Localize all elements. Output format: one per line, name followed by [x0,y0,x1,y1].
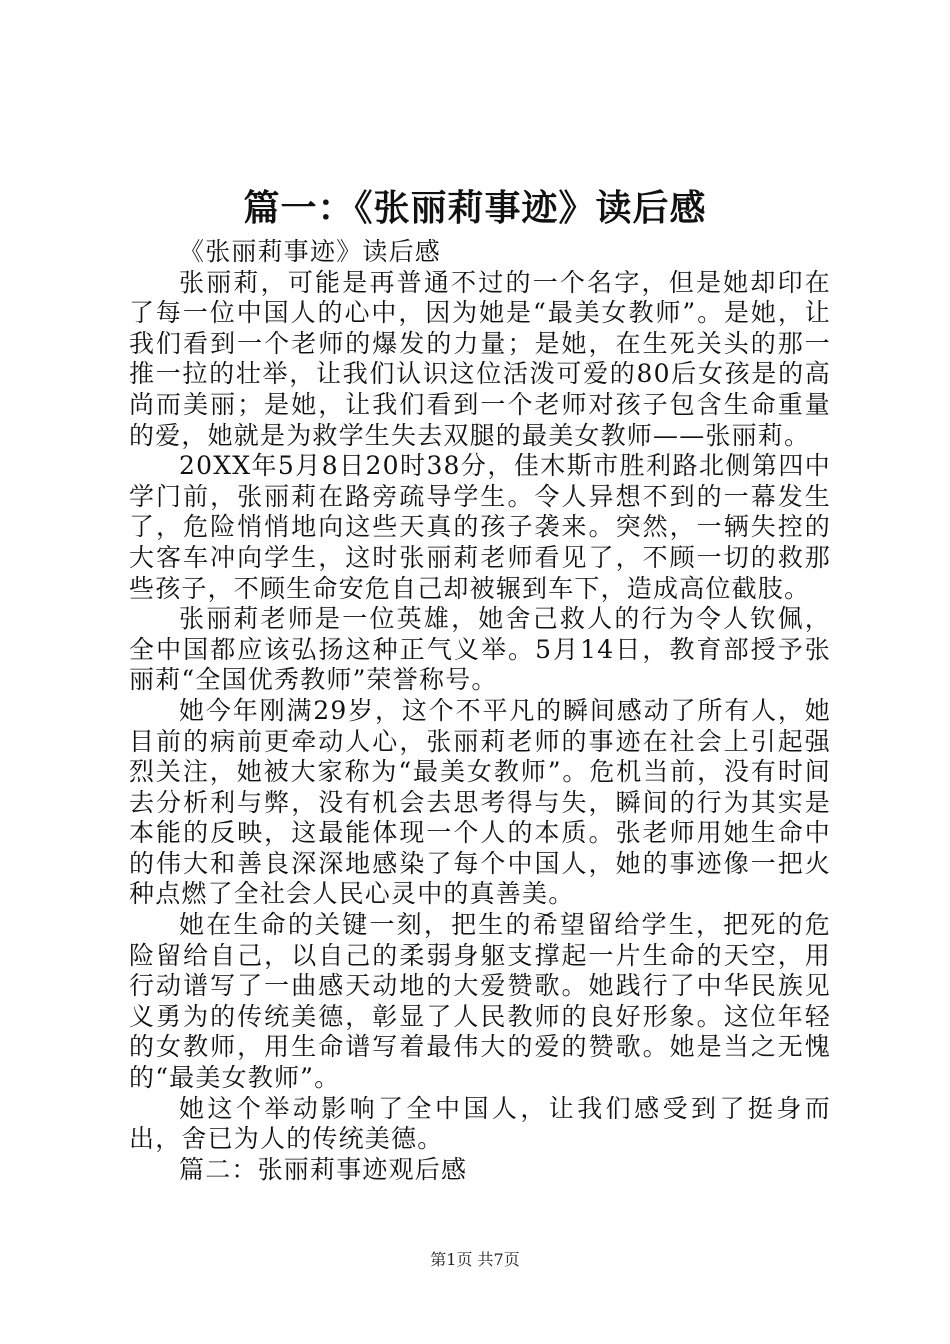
paragraph: 她这个举动影响了全中国人，让我们感受到了挺身而出，舍已为人的传统美德。 [129,1093,831,1154]
paragraph: 20XX年5月8日20时38分，佳木斯市胜利路北侧第四中学门前，张丽莉在路旁疏导学生。令人异想不到的一幕发生了，危险悄悄地向这些天真的孩子袭来。突然，一辆失控的大客车冲向学生，这时张丽莉老师看见了，不顾一切的救那些孩子，不顾生命安危自己却被辗到车下，造成高位截肢。 [129,451,831,603]
section-heading: 篇二：张丽莉事迹观后感 [179,1154,468,1184]
page-footer: 第1页 共7页 [430,1250,520,1269]
paragraph: 张丽莉老师是一位英雄，她舍己救人的行为令人钦佩，全中国都应该弘扬这种正气义举。5月14日，教育部授予张丽莉“全国优秀教师”荣誉称号。 [129,604,831,695]
paragraph: 张丽莉，可能是再普通不过的一个名字，但是她却印在了每一位中国人的心中，因为她是“最美女教师”。是她，让我们看到一个老师的爆发的力量；是她，在生死关头的那一推一拉的壮举，让我们认识这位活泼可爱的80后女孩是的高尚而美丽；是她，让我们看到一个老师对孩子包含生命重量的爱，她就是为救学生失去双腿的最美女教师——张丽莉。 [129,267,831,450]
paragraph: 她今年刚满29岁，这个不平凡的瞬间感动了所有人，她目前的病前更牵动人心，张丽莉老师的事迹在社会上引起强烈关注，她被大家称为“最美女教师”。危机当前，没有时间去分析利与弊，没有机会去思考得与失，瞬间的行为其实是本能的反映，这最能体现一个人的本质。张老师用她生命中的伟大和善良深深地感染了每个中国人，她的事迹像一把火种点燃了全社会人民心灵中的真善美。 [129,695,831,909]
document-body [129,237,831,1185]
document-title: 篇一：《张丽莉事迹》读后感 [243,187,707,229]
paragraph-subtitle: 《张丽莉事迹》读后感 [179,237,442,266]
paragraph: 她在生命的关键一刻，把生的希望留给学生，把死的危险留给自己，以自己的柔弱身躯支撑起一片生命的天空，用行动谱写了一曲感天动地的大爱赞歌。她践行了中华民族见义勇为的传统美德，彰显了人民教师的良好形象。这位年轻的女教师，用生命谱写着最伟大的爱的赞歌。她是当之无愧的“最美女教师”。 [129,910,831,1093]
